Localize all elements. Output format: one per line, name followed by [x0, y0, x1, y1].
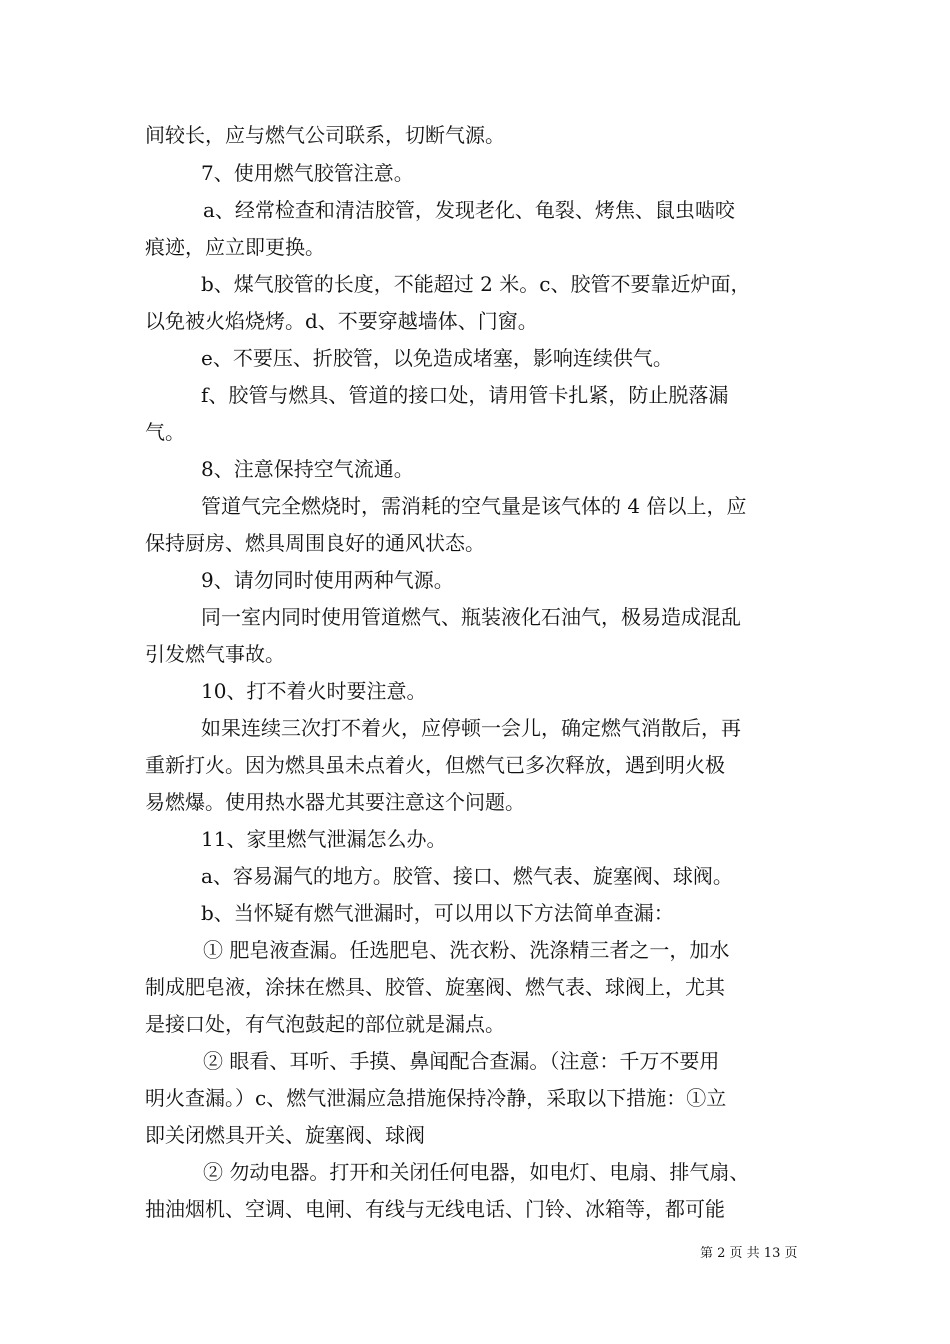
text-line-5: b、煤气胶管的长度，不能超过 2 米。c、胶管不要靠近炉面，	[201, 272, 751, 296]
text-line-21: a、容易漏气的地方。胶管、接口、燃气表、旋塞阀、球阀。	[201, 864, 733, 888]
text-line-16: 10、打不着火时要注意。	[201, 679, 427, 703]
text-line-20: 11、家里燃气泄漏怎么办。	[201, 827, 447, 851]
text-line-30: 抽油烟机、空调、电闸、有线与无线电话、门铃、冰箱等，都可能	[145, 1197, 725, 1221]
text-line-15: 引发燃气事故。	[145, 642, 285, 666]
text-line-2: 7、使用燃气胶管注意。	[201, 161, 414, 185]
text-line-8: f、胶管与燃具、管道的接口处，请用管卡扎紧，防止脱落漏	[201, 383, 729, 407]
text-line-10: 8、注意保持空气流通。	[201, 457, 414, 481]
text-line-18: 重新打火。因为燃具虽未点着火，但燃气已多次释放，遇到明火极	[145, 753, 725, 777]
text-line-6: 以免被火焰烧烤。d、不要穿越墙体、门窗。	[145, 309, 538, 333]
text-line-19: 易燃爆。使用热水器尤其要注意这个问题。	[145, 790, 525, 814]
text-line-4: 痕迹，应立即更换。	[145, 235, 325, 259]
text-line-24: 制成肥皂液，涂抹在燃具、胶管、旋塞阀、燃气表、球阀上，尤其	[145, 975, 725, 999]
text-line-26: ② 眼看、耳听、手摸、鼻闻配合查漏。（注意：千万不要用	[203, 1049, 720, 1073]
text-line-25: 是接口处，有气泡鼓起的部位就是漏点。	[145, 1012, 505, 1036]
text-line-23: ① 肥皂液查漏。任选肥皂、洗衣粉、洗涤精三者之一，加水	[203, 938, 730, 962]
text-line-13: 9、请勿同时使用两种气源。	[201, 568, 454, 592]
text-line-11: 管道气完全燃烧时，需消耗的空气量是该气体的 4 倍以上，应	[201, 494, 747, 518]
text-line-28: 即关闭燃具开关、旋塞阀、球阀	[145, 1123, 425, 1147]
page-number-footer: 第 2 页 共 13 页	[700, 1246, 798, 1261]
text-line-7: e、不要压、折胶管，以免造成堵塞，影响连续供气。	[201, 346, 673, 370]
text-line-3: a、经常检查和清洁胶管，发现老化、龟裂、烤焦、鼠虫啮咬	[203, 198, 735, 222]
text-line-1: 间较长，应与燃气公司联系，切断气源。	[145, 123, 505, 147]
text-line-17: 如果连续三次打不着火，应停顿一会儿，确定燃气消散后，再	[201, 716, 741, 740]
text-line-12: 保持厨房、燃具周围良好的通风状态。	[145, 531, 485, 555]
text-line-9: 气。	[145, 420, 185, 444]
text-line-22: b、当怀疑有燃气泄漏时，可以用以下方法简单查漏：	[201, 901, 674, 925]
text-line-27: 明火查漏。）c、燃气泄漏应急措施保持冷静，采取以下措施：①立	[145, 1086, 727, 1110]
text-line-14: 同一室内同时使用管道燃气、瓶装液化石油气，极易造成混乱	[201, 605, 741, 629]
text-line-29: ② 勿动电器。打开和关闭任何电器，如电灯、电扇、排气扇、	[203, 1160, 750, 1184]
